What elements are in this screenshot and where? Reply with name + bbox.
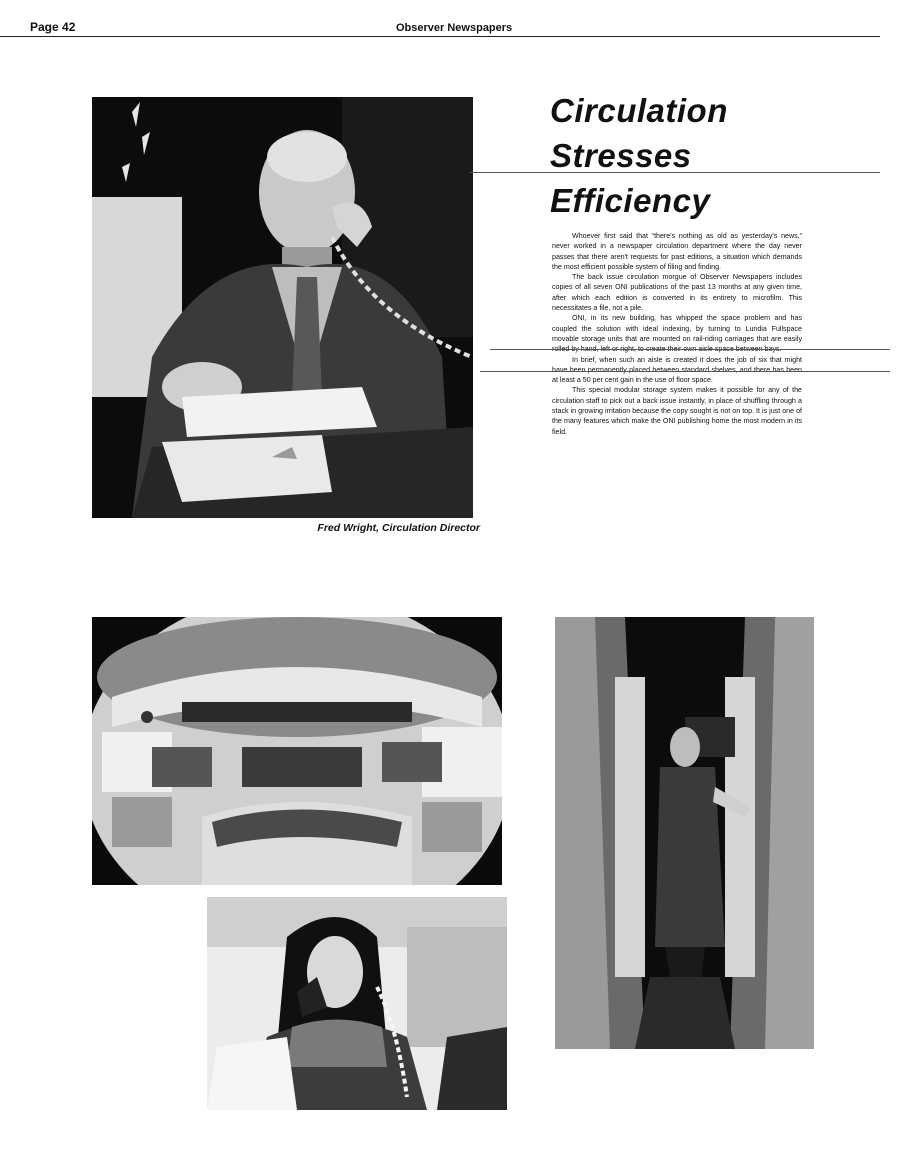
storage-aisle-photo (555, 617, 814, 1049)
article-headline (550, 88, 880, 223)
headline-line: Circulation (550, 92, 728, 129)
office-photo (92, 617, 502, 885)
article-paragraph: ONI, in its new building, has whipped the space problem and has coupled the solution with ideal indexing, by turning to Lundia Fullspace movable storage units that are mounted on rail-riding carriages that are easily rolled by hand, left or right, to create their own aisle space between bays. (552, 314, 802, 354)
article-paragraph: This special modular storage system makes it possible for any of the circulation staff to pick out a back issue instantly, in place of shuffling through a stack in growing irritation because the copy sought is not on top. It is just one of the many features which make the ONI publishing home the most modern in its field. (552, 386, 802, 436)
scan-rule (490, 349, 890, 350)
article-paragraph: The back issue circulation morgue of Observer Newspapers includes copies of all seven ONI publications of the past 13 months at any given time, after which each edition is converted in its entirety to microfilm. This necessitates a file, not a pile. (552, 273, 802, 313)
director-caption: Fred Wright, Circulation Director (317, 522, 480, 534)
headline-line: Efficiency (550, 182, 711, 219)
scan-rule (470, 172, 880, 173)
article-paragraph: Whoever first said that “there's nothing as old as yesterday's news,” never worked in a newspaper circulation department where the day never passes that there aren't requests for past editions, a situation which demands the most efficient possible system of filing and finding. (552, 232, 802, 271)
article-body (552, 231, 802, 437)
phone-operator-photo (207, 897, 507, 1110)
page-header (0, 0, 907, 40)
headline-line: Stresses (550, 137, 692, 174)
header-rule (0, 36, 880, 37)
director-photo (92, 97, 473, 518)
scan-rule (480, 371, 890, 372)
article-paragraph: In brief, when such an aisle is created it does the job of six that might have been permanently placed between standard shelves, and there has been at least a 50 per cent gain in the use of floor space. (552, 355, 802, 385)
publication-name: Observer Newspapers (396, 22, 513, 34)
page-number: Page 42 (30, 20, 76, 34)
